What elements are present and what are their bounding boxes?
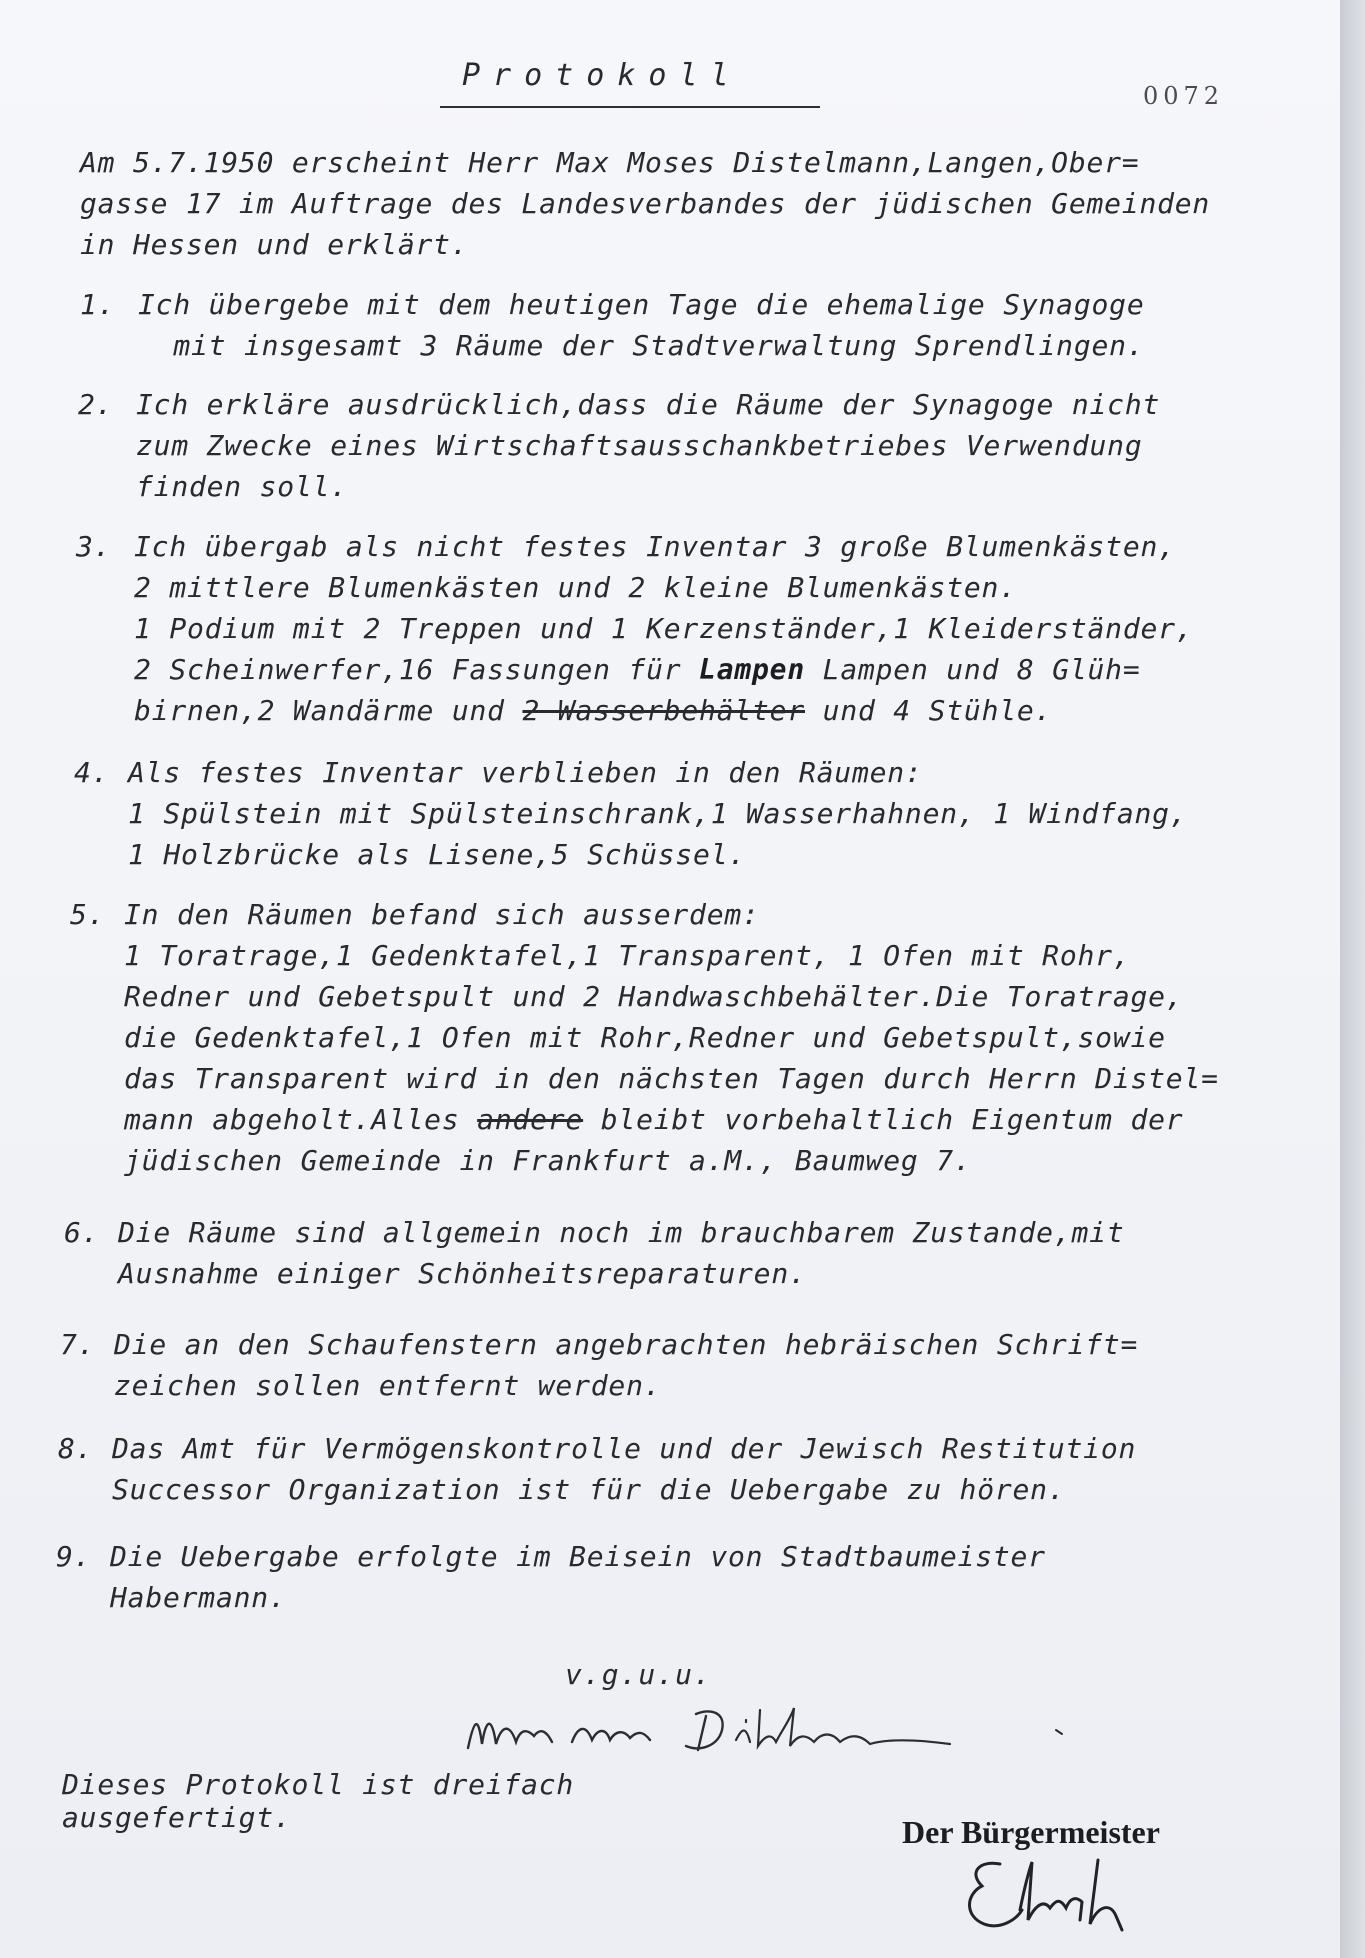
mayor-signature [960,1850,1130,1940]
vguu-abbreviation: v.g.u.u. [565,1658,712,1691]
item-line [124,1099,1219,1140]
note-line: Dieses Protokoll ist dreifach [62,1768,575,1801]
item-line: Das Amt für Vermögenskontrolle und der Jewisch Restitution [112,1432,1137,1465]
document-title: Protokoll [462,58,742,93]
item-line: jüdischen Gemeinde in Frankfurt a.M., Baumweg 7. [124,1144,972,1177]
item-line: 1 Holzbrücke als Lisene,5 Schüssel. [128,838,747,871]
item-number: 7. [60,1328,96,1361]
item-number: 1. [80,288,116,321]
item-line: Die Räume sind allgemein noch im brauchbarem Zustande,mit [118,1216,1125,1249]
item-line: das Transparent wird in den nächsten Tagen durch Herrn Distel= [124,1062,1219,1095]
item-number: 4. [74,756,110,789]
distelmann-signature [460,1690,1080,1770]
item-line [134,649,1193,690]
document-number: 0072 [1143,82,1225,110]
item-line: finden soll. [136,470,348,503]
item-line: Ausnahme einiger Schönheitsreparaturen. [118,1257,807,1290]
item-line: Habermann. [110,1581,287,1614]
item-line: 1 Toratrage,1 Gedenktafel,1 Transparent, 1 Ofen mit Rohr, [124,939,1131,972]
item-number: 6. [64,1216,100,1249]
item-number: 2. [78,388,114,421]
item-line-segment: bleibt vorbehaltlich Eigentum der [583,1103,1184,1136]
page-edge [1340,0,1365,1958]
item-line: 2 mittlere Blumenkästen und 2 kleine Blumenkästen. [134,571,1017,604]
item-line: zeichen sollen entfernt werden. [114,1369,662,1402]
struck-text: 2 Wasserbehälter [522,694,805,727]
intro-line: in Hessen und erklärt. [80,228,469,261]
item-line: Redner und Gebetspult und 2 Handwaschbehälter.Die Toratrage, [124,980,1184,1013]
item-line [134,690,1193,731]
item-line-segment: Lampen und 8 Glüh= [805,653,1141,686]
struck-text: andere [477,1103,584,1136]
note-line: ausgefertigt. [62,1801,292,1834]
item-line: Ich erkläre ausdrücklich,dass die Räume der Synagoge nicht [136,388,1161,421]
item-line-segment: und 4 Stühle. [805,694,1053,727]
overstruck-word: Lampen [699,653,805,686]
mayor-label: Der Bürgermeister [902,1814,1160,1850]
item-line-segment: birnen,2 Wandärme und [134,694,523,727]
item-number: 9. [56,1540,92,1573]
item-line-segment: mann abgeholt.Alles [124,1103,478,1136]
item-number: 3. [76,530,112,563]
item-line: zum Zwecke eines Wirtschaftsausschankbetriebes Verwendung [136,429,1143,462]
title-underline [440,106,820,108]
item-line: Die Uebergabe erfolgte im Beisein von Stadtbaumeister [110,1540,1046,1573]
item-line: mit insgesamt 3 Räume der Stadtverwaltung Sprendlingen. [138,329,1145,362]
item-line: Successor Organization ist für die Uebergabe zu hören. [112,1473,1066,1506]
item-line: 1 Podium mit 2 Treppen und 1 Kerzenständer,1 Kleiderständer, [134,612,1194,645]
item-line: Ich übergab als nicht festes Inventar 3 große Blumenkästen, [134,530,1176,563]
item-line: die Gedenktafel,1 Ofen mit Rohr,Redner und Gebetspult,sowie [124,1021,1166,1054]
item-line: Die an den Schaufenstern angebrachten hebräischen Schrift= [114,1328,1139,1361]
intro-paragraph [80,142,1210,265]
item-line: 1 Spülstein mit Spülsteinschrank,1 Wasserhahnen, 1 Windfang, [128,797,1188,830]
item-number: 8. [58,1432,94,1465]
copies-note [62,1768,574,1834]
intro-line: Am 5.7.1950 erscheint Herr Max Moses Distelmann,Langen,Ober= [80,146,1140,179]
item-line: Ich übergebe mit dem heutigen Tage die ehemalige Synagoge [138,288,1145,321]
item-line-segment: 2 Scheinwerfer,16 Fassungen für [134,653,700,686]
item-line: Als festes Inventar verblieben in den Räumen: [128,756,923,789]
intro-line: gasse 17 im Auftrage des Landesverbandes der jüdischen Gemeinden [80,187,1211,220]
item-line: In den Räumen befand sich ausserdem: [124,898,760,931]
item-number: 5. [70,898,106,931]
